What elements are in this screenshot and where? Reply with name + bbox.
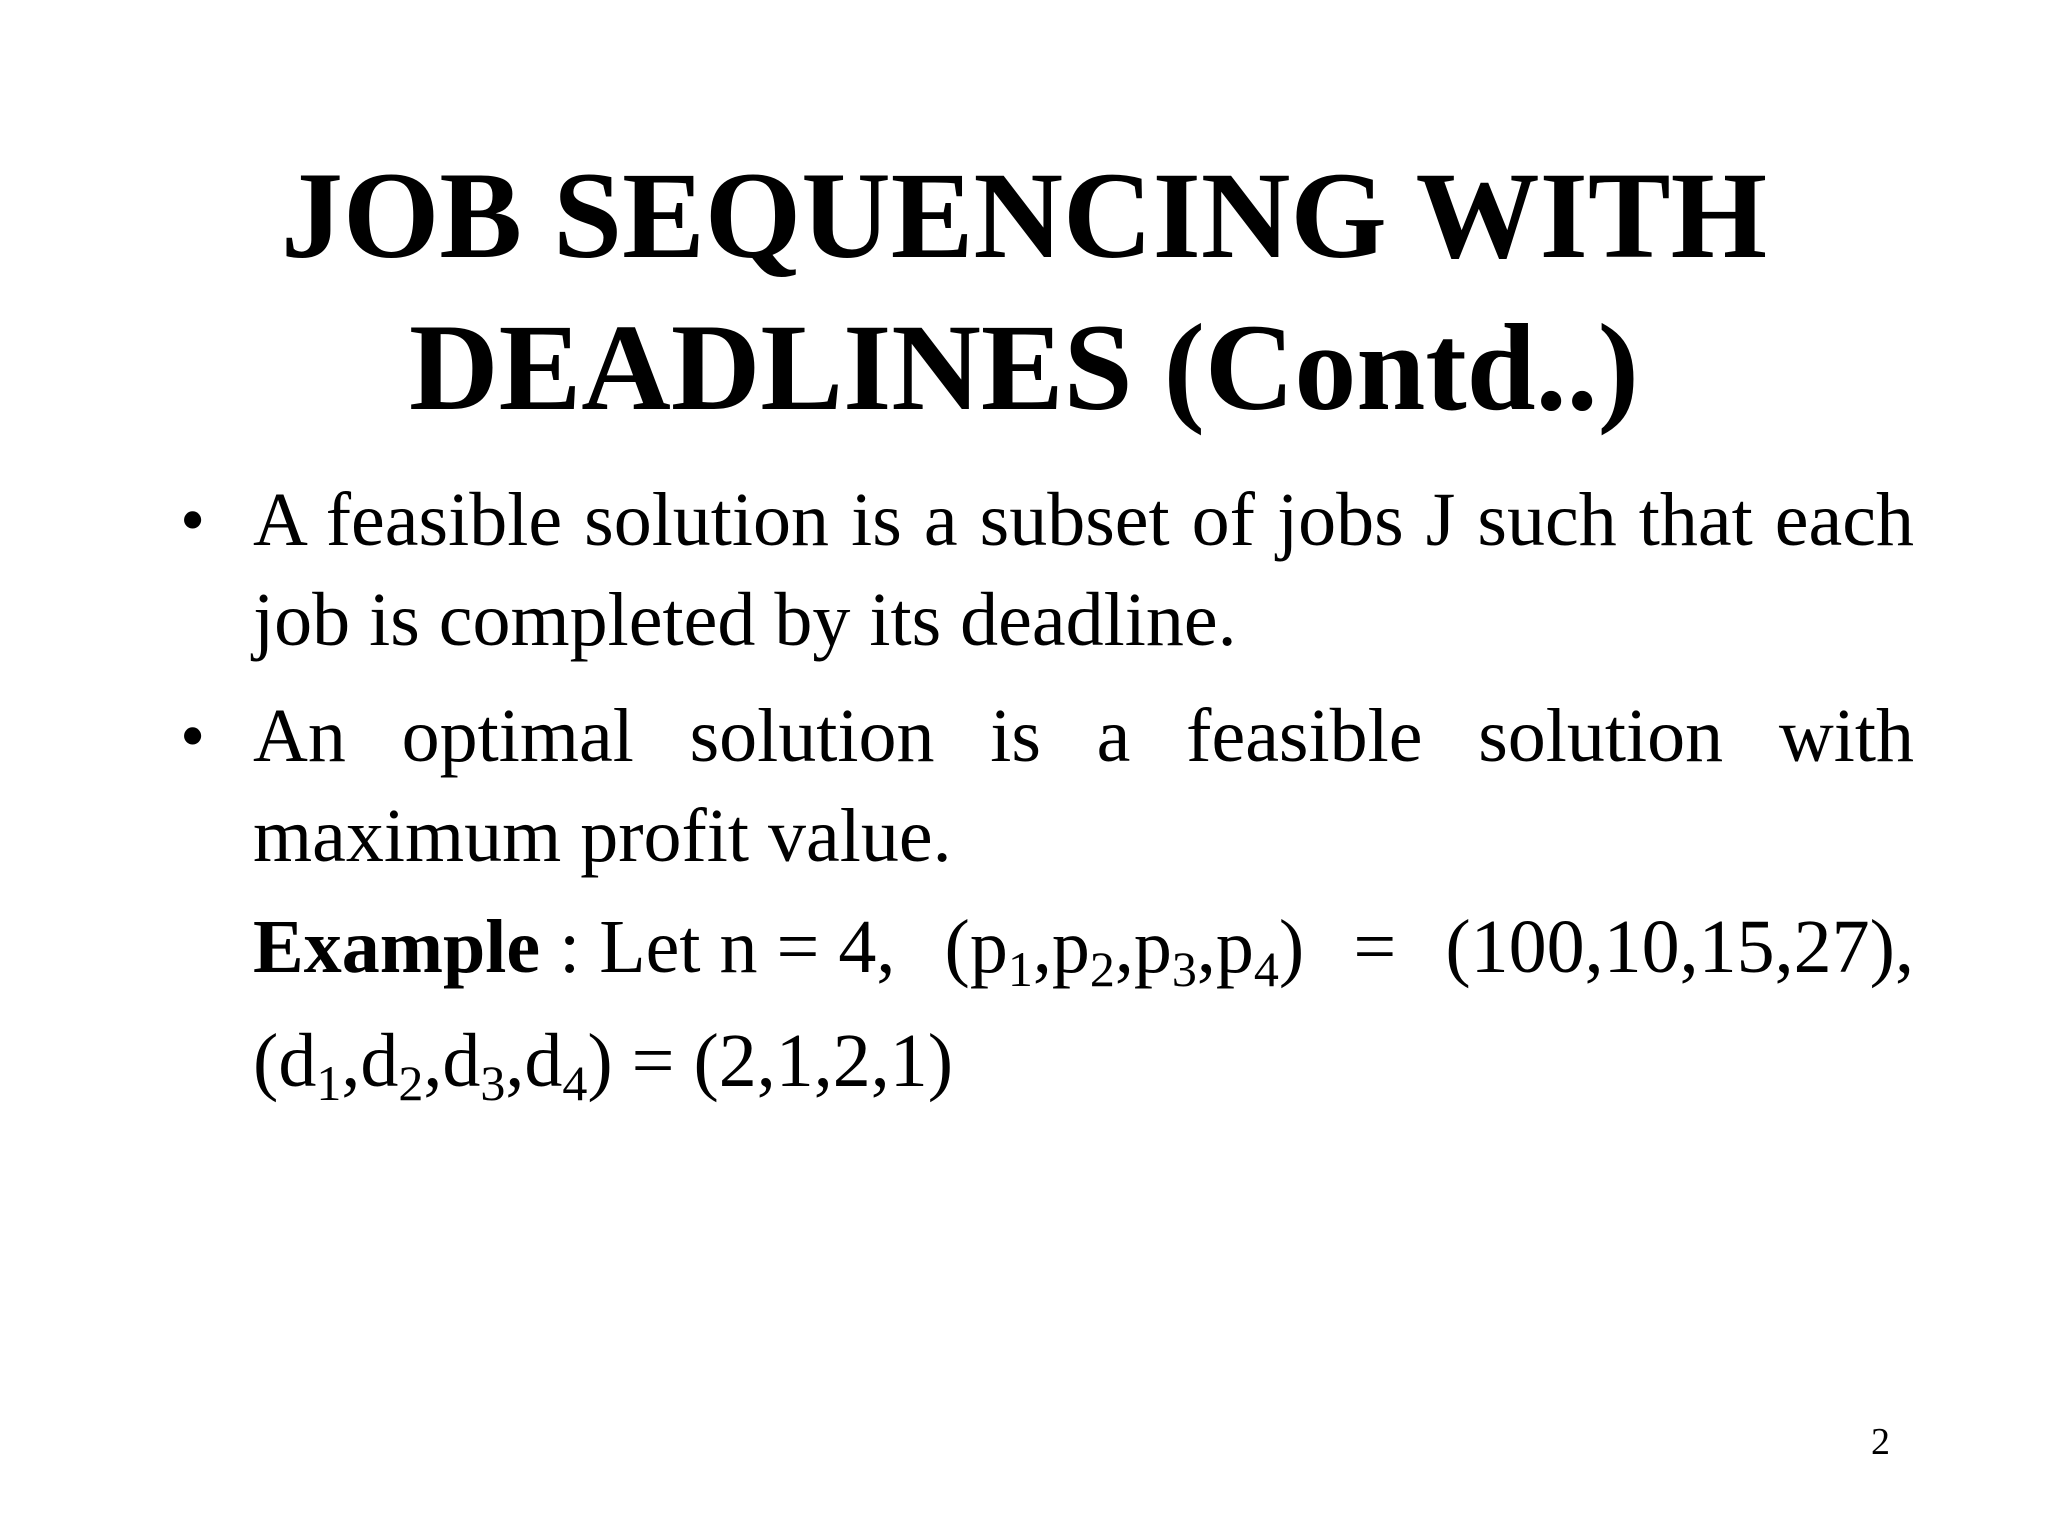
deadline-var: d [278, 1019, 317, 1103]
deadline-subscript: 4 [562, 1055, 588, 1111]
slide-title-line-1: JOB SEQUENCING WITH [280, 147, 1768, 284]
profit-var: p [969, 905, 1008, 989]
deadline-var: d [524, 1019, 563, 1103]
deadline-subscript: 1 [316, 1055, 342, 1111]
profit-var: p [1051, 905, 1090, 989]
example-intro: Let n = 4, [599, 905, 896, 989]
bullet-text-1: A feasible solution is a subset of jobs J such that each job is completed by its deadline. [253, 478, 1914, 662]
profit-subscript: 1 [1007, 941, 1033, 997]
slide-title [0, 140, 2048, 444]
example-label-group [253, 890, 895, 1004]
slide-title-line-2: DEADLINES (Contd..) [409, 299, 1639, 436]
bullet-marker-2: • [180, 696, 206, 776]
bullet-marker-1: • [180, 480, 206, 560]
example-block [253, 890, 1914, 1118]
example-line-2: $(d_1,d_2,d_3,d_4) = (2,1,2,1)$ [253, 1019, 954, 1111]
deadline-var: d [360, 1019, 399, 1103]
deadline-subscript: 3 [480, 1055, 506, 1111]
profit-var: p [1215, 905, 1254, 989]
profit-subscript: 2 [1089, 941, 1115, 997]
bullet-text-2: An optimal solution is a feasible solution with maximum profit value. [253, 694, 1914, 878]
deadline-subscript: 2 [398, 1055, 424, 1111]
profit-tuple: $(p_1,p_2,p_3,p_4)$ [944, 905, 1305, 997]
profit-values: (100,10,15,27), [1445, 905, 1914, 989]
example-label: Example [253, 905, 541, 989]
deadline-var: d [442, 1019, 481, 1103]
deadline-values: (2,1,2,1) [693, 1019, 954, 1103]
profit-subscript: 3 [1171, 941, 1197, 997]
equals-sign: = [1353, 905, 1397, 989]
deadline-tuple: $(d_1,d_2,d_3,d_4)$ [253, 1019, 613, 1111]
example-separator: : [540, 905, 600, 989]
profit-subscript: 4 [1253, 941, 1279, 997]
profit-var: p [1133, 905, 1172, 989]
example-line-1 [253, 890, 1914, 1004]
page-number: 2 [1871, 1421, 1890, 1463]
